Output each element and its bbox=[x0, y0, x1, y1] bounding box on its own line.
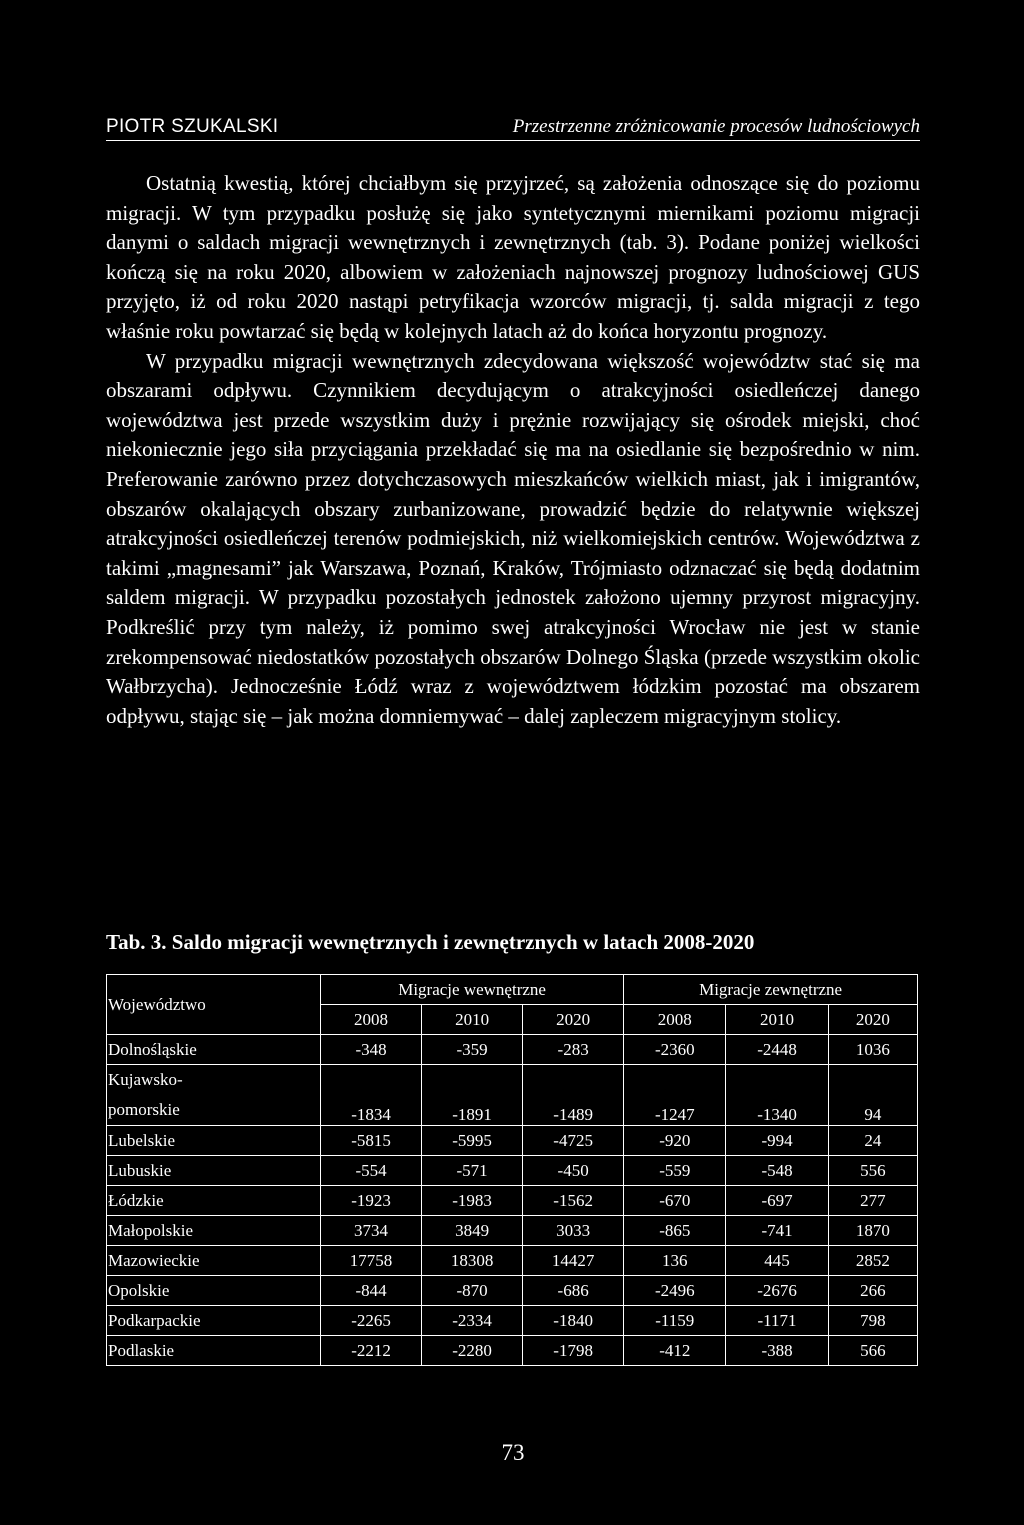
table-row bbox=[107, 1336, 918, 1366]
table-cell: -686 bbox=[523, 1276, 624, 1306]
region-name: Lubuskie bbox=[107, 1156, 321, 1186]
table-cell: -1923 bbox=[321, 1186, 422, 1216]
region-name bbox=[107, 1065, 321, 1126]
column-header-year: 2020 bbox=[523, 1005, 624, 1035]
table-cell: -5995 bbox=[422, 1126, 523, 1156]
header-author: PIOTR SZUKALSKI bbox=[106, 116, 279, 137]
table-cell: -559 bbox=[624, 1156, 726, 1186]
table-cell: -1171 bbox=[726, 1306, 828, 1336]
table-cell: 14427 bbox=[523, 1246, 624, 1276]
column-header-year: 2008 bbox=[624, 1005, 726, 1035]
table-cell: -2676 bbox=[726, 1276, 828, 1306]
table-cell: -670 bbox=[624, 1186, 726, 1216]
region-name: Podkarpackie bbox=[107, 1306, 321, 1336]
header-running-title: Przestrzenne zróżnicowanie procesów ludnościowych bbox=[512, 116, 920, 137]
region-name-line-2: pomorskie bbox=[108, 1100, 180, 1119]
table-cell: -994 bbox=[726, 1126, 828, 1156]
page-number: 73 bbox=[501, 1440, 525, 1465]
table-cell: -870 bbox=[422, 1276, 523, 1306]
paragraph-2: W przypadku migracji wewnętrznych zdecydowana większość województw stać się ma obszarami odpływu. Czynnikiem decydującym o atrakcyjności osiedleńczej danego województwa jest przede wszystkim duży i prężnie rozwijający się ośrodek miejski, choć niekoniecznie jego siła przyciągania przekładać się ma na osiedlanie się bezpośrednio w nim. Preferowanie zarówno przez dotychczasowych mieszkańców wielkich miast, jak i imigrantów, obszarów okalających obszary zurbanizowane, prowadzić będzie do relatywnie większej atrakcyjności osiedleńczej terenów podmiejskich, niż wielkomiejskich centrów. Województwa z takimi „magnesami” jak Warszawa, Poznań, Kraków, Trójmiasto odznaczać się będą dodatnim saldem migracji. W przypadku pozostałych jednostek założono ujemny przyrost migracyjny. Podkreślić przy tym należy, iż pomimo swej atrakcyjności Wrocław nie jest w stanie zrekompensować niedostatków pozostałych obszarów Dolnego Śląska (przede wszystkim okolic Wałbrzycha). Jednocześnie Łódź wraz z województwem łódzkim pozostać ma obszarem odpływu, stając się – jak można domniemywać – dalej zapleczem migracyjnym stolicy. bbox=[106, 348, 920, 728]
table-cell: -548 bbox=[726, 1156, 828, 1186]
table-row bbox=[107, 1065, 918, 1126]
column-header-region: Województwo bbox=[107, 975, 321, 1035]
table-cell: -741 bbox=[726, 1216, 828, 1246]
table-cell: 277 bbox=[828, 1186, 917, 1216]
table-row bbox=[107, 1276, 918, 1306]
table-cell: -1834 bbox=[321, 1065, 422, 1126]
body-text bbox=[106, 169, 920, 731]
table-cell: 2852 bbox=[828, 1246, 917, 1276]
column-header-year: 2020 bbox=[828, 1005, 917, 1035]
table-cell: -1983 bbox=[422, 1186, 523, 1216]
table-cell: 24 bbox=[828, 1126, 917, 1156]
table-cell: 18308 bbox=[422, 1246, 523, 1276]
table-cell: -1562 bbox=[523, 1186, 624, 1216]
table-cell: -1840 bbox=[523, 1306, 624, 1336]
table-cell: 3849 bbox=[422, 1216, 523, 1246]
table-cell: 445 bbox=[726, 1246, 828, 1276]
table-cell: 566 bbox=[828, 1336, 917, 1366]
table-cell: -2360 bbox=[624, 1035, 726, 1065]
table-cell: -4725 bbox=[523, 1126, 624, 1156]
column-header-year: 2010 bbox=[422, 1005, 523, 1035]
table-cell: -359 bbox=[422, 1035, 523, 1065]
region-name: Lubelskie bbox=[107, 1126, 321, 1156]
column-header-year: 2008 bbox=[321, 1005, 422, 1035]
table-cell: -554 bbox=[321, 1156, 422, 1186]
table-cell: -2334 bbox=[422, 1306, 523, 1336]
table-cell: -2280 bbox=[422, 1336, 523, 1366]
region-name: Małopolskie bbox=[107, 1216, 321, 1246]
table-cell: -1340 bbox=[726, 1065, 828, 1126]
region-name: Łódzkie bbox=[107, 1186, 321, 1216]
table-cell: 556 bbox=[828, 1156, 917, 1186]
paragraph-1: Ostatnią kwestią, której chciałbym się przyjrzeć, są założenia odnoszące się do poziomu migracji. W tym przypadku posłużę się jako syntetycznymi miernikami poziomu migracji danymi o saldach migracji wewnętrznych i zewnętrznych (tab. 3). Podane poniżej wielkości kończą się na roku 2020, albowiem w założeniach najnowszej prognozy ludnościowej GUS przyjęto, iż od roku 2020 nastąpi petryfikacja wzorców migracji, tj. salda migracji z tego właśnie roku powtarzać się będą w kolejnych latach aż do końca horyzontu prognozy. bbox=[106, 171, 920, 343]
table-row bbox=[107, 1306, 918, 1336]
table-cell: -1798 bbox=[523, 1336, 624, 1366]
table-caption-title: Saldo migracji wewnętrznych i zewnętrznych w latach 2008-2020 bbox=[171, 930, 755, 954]
table-cell: -5815 bbox=[321, 1126, 422, 1156]
migration-table bbox=[106, 974, 918, 1366]
column-header-year: 2010 bbox=[726, 1005, 828, 1035]
table-cell: -844 bbox=[321, 1276, 422, 1306]
table-cell: 17758 bbox=[321, 1246, 422, 1276]
table-cell: 266 bbox=[828, 1276, 917, 1306]
table-cell: -1247 bbox=[624, 1065, 726, 1126]
table-cell: 798 bbox=[828, 1306, 917, 1336]
table-cell: -450 bbox=[523, 1156, 624, 1186]
table-row bbox=[107, 1035, 918, 1065]
table-caption bbox=[106, 930, 920, 955]
table-row bbox=[107, 1126, 918, 1156]
table-cell: -865 bbox=[624, 1216, 726, 1246]
table-row bbox=[107, 1216, 918, 1246]
region-name: Dolnośląskie bbox=[107, 1035, 321, 1065]
region-name: Opolskie bbox=[107, 1276, 321, 1306]
table-cell: 94 bbox=[828, 1065, 917, 1126]
region-name-line-1: Kujawsko- bbox=[108, 1070, 183, 1089]
table-row bbox=[107, 1156, 918, 1186]
region-name: Podlaskie bbox=[107, 1336, 321, 1366]
table-cell: -388 bbox=[726, 1336, 828, 1366]
table-cell: -2265 bbox=[321, 1306, 422, 1336]
table-cell: 1870 bbox=[828, 1216, 917, 1246]
table-cell: 1036 bbox=[828, 1035, 917, 1065]
running-header bbox=[106, 116, 920, 141]
table-cell: -412 bbox=[624, 1336, 726, 1366]
table-cell: -920 bbox=[624, 1126, 726, 1156]
column-group-internal: Migracje wewnętrzne bbox=[321, 975, 624, 1005]
table-cell: 3734 bbox=[321, 1216, 422, 1246]
table-cell: -571 bbox=[422, 1156, 523, 1186]
column-group-external: Migracje zewnętrzne bbox=[624, 975, 918, 1005]
table-cell: -697 bbox=[726, 1186, 828, 1216]
table-caption-label: Tab. 3. bbox=[106, 930, 167, 954]
table-cell: -1159 bbox=[624, 1306, 726, 1336]
table-cell: 3033 bbox=[523, 1216, 624, 1246]
table-cell: -1891 bbox=[422, 1065, 523, 1126]
table-cell: -283 bbox=[523, 1035, 624, 1065]
table-cell: -2212 bbox=[321, 1336, 422, 1366]
table-cell: -1489 bbox=[523, 1065, 624, 1126]
region-name: Mazowieckie bbox=[107, 1246, 321, 1276]
table-row bbox=[107, 1186, 918, 1216]
table-row bbox=[107, 1246, 918, 1276]
table-cell: -2496 bbox=[624, 1276, 726, 1306]
table-cell: -348 bbox=[321, 1035, 422, 1065]
table-cell: -2448 bbox=[726, 1035, 828, 1065]
table-cell: 136 bbox=[624, 1246, 726, 1276]
